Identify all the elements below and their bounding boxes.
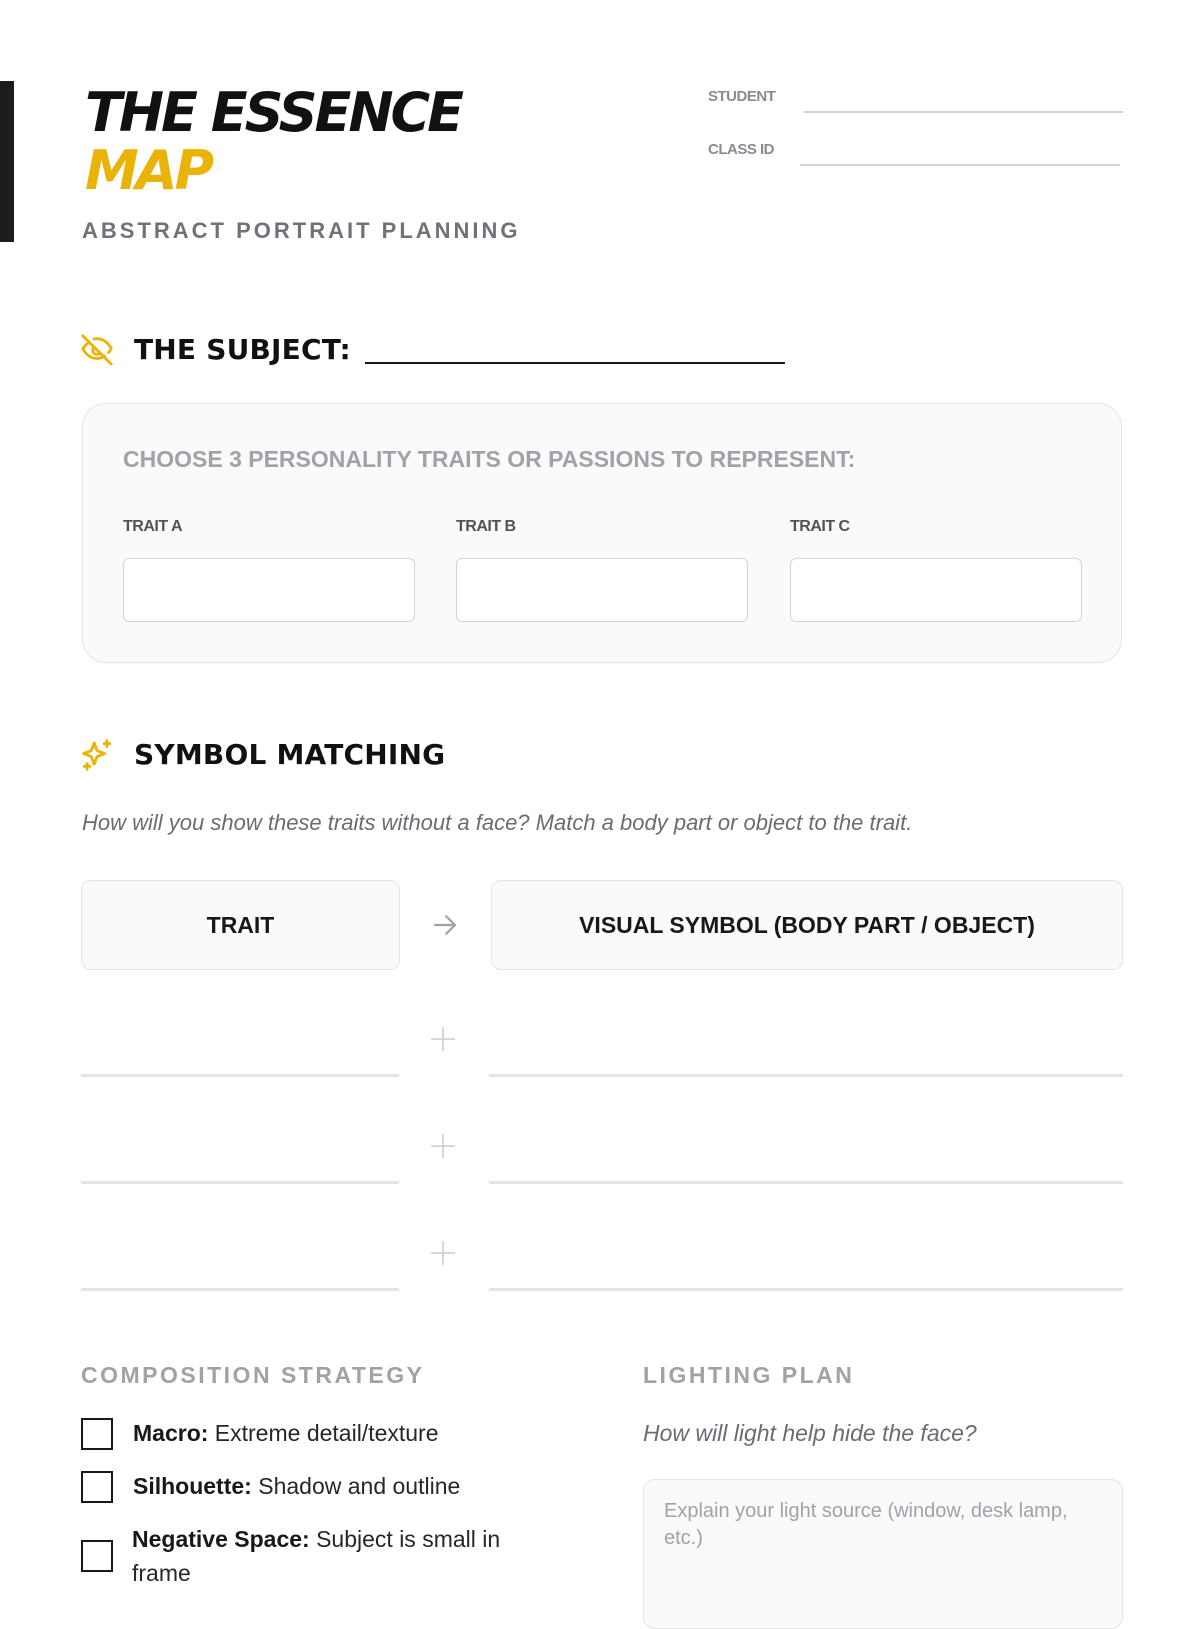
silhouette-desc: Shadow and outline bbox=[258, 1473, 461, 1499]
page-title-highlight: MAP bbox=[85, 139, 212, 202]
page-title: THE ESSENCE bbox=[85, 81, 462, 144]
symbol-instructions: How will you show these traits without a face? Match a body part or object to the trait. bbox=[82, 810, 913, 835]
silhouette-checkbox[interactable] bbox=[81, 1471, 113, 1503]
negative-space-checkbox[interactable] bbox=[81, 1540, 113, 1572]
symbol-matching-heading: SYMBOL MATCHING bbox=[134, 738, 446, 771]
page-subtitle: ABSTRACT PORTRAIT PLANNING bbox=[82, 218, 521, 243]
student-label: STUDENT bbox=[708, 88, 776, 105]
trait-column-header: TRAIT bbox=[81, 880, 400, 970]
trait-b-input[interactable] bbox=[456, 558, 748, 622]
composition-heading: COMPOSITION STRATEGY bbox=[81, 1362, 425, 1388]
macro-term: Macro: bbox=[133, 1420, 209, 1446]
plus-icon bbox=[428, 1024, 458, 1054]
subject-name-field[interactable] bbox=[365, 362, 785, 364]
trait-a-input[interactable] bbox=[123, 558, 415, 622]
lighting-prompt: How will light help hide the face? bbox=[643, 1420, 977, 1446]
traits-card bbox=[82, 403, 1122, 663]
header-accent-bar bbox=[0, 81, 14, 242]
trait-row-2-field[interactable] bbox=[81, 1181, 399, 1184]
subject-heading: THE SUBJECT: bbox=[134, 333, 351, 366]
plus-icon bbox=[428, 1238, 458, 1268]
silhouette-term: Silhouette: bbox=[133, 1473, 252, 1499]
plus-icon bbox=[428, 1131, 458, 1161]
lighting-heading: LIGHTING PLAN bbox=[643, 1362, 855, 1388]
symbol-row-2-field[interactable] bbox=[489, 1181, 1123, 1184]
class-id-field[interactable] bbox=[800, 164, 1120, 166]
arrow-right-icon bbox=[430, 910, 460, 940]
silhouette-option bbox=[133, 1469, 460, 1503]
symbol-column-header: VISUAL SYMBOL (BODY PART / OBJECT) bbox=[491, 880, 1123, 970]
negative-space-desc: Subject is small in frame bbox=[132, 1526, 501, 1586]
class-id-label: CLASS ID bbox=[708, 141, 775, 158]
symbol-row-1-field[interactable] bbox=[489, 1074, 1123, 1077]
trait-row-3-field[interactable] bbox=[81, 1288, 399, 1291]
trait-a-label: TRAIT A bbox=[123, 518, 183, 535]
trait-c-input[interactable] bbox=[790, 558, 1082, 622]
negative-space-term: Negative Space: bbox=[132, 1526, 310, 1552]
macro-desc: Extreme detail/texture bbox=[214, 1420, 439, 1446]
lighting-textarea[interactable]: Explain your light source (window, desk lamp, etc.) bbox=[643, 1479, 1123, 1629]
macro-option bbox=[133, 1416, 439, 1450]
trait-c-label: TRAIT C bbox=[790, 518, 850, 535]
trait-b-label: TRAIT B bbox=[456, 518, 516, 535]
traits-prompt: CHOOSE 3 PERSONALITY TRAITS OR PASSIONS TO REPRESENT: bbox=[123, 446, 856, 472]
symbol-row-3-field[interactable] bbox=[489, 1288, 1123, 1291]
student-field[interactable] bbox=[803, 111, 1123, 113]
negative-space-option bbox=[132, 1522, 552, 1590]
sparkles-icon bbox=[80, 738, 114, 772]
eye-off-icon bbox=[80, 333, 114, 367]
trait-row-1-field[interactable] bbox=[81, 1074, 399, 1077]
macro-checkbox[interactable] bbox=[81, 1418, 113, 1450]
